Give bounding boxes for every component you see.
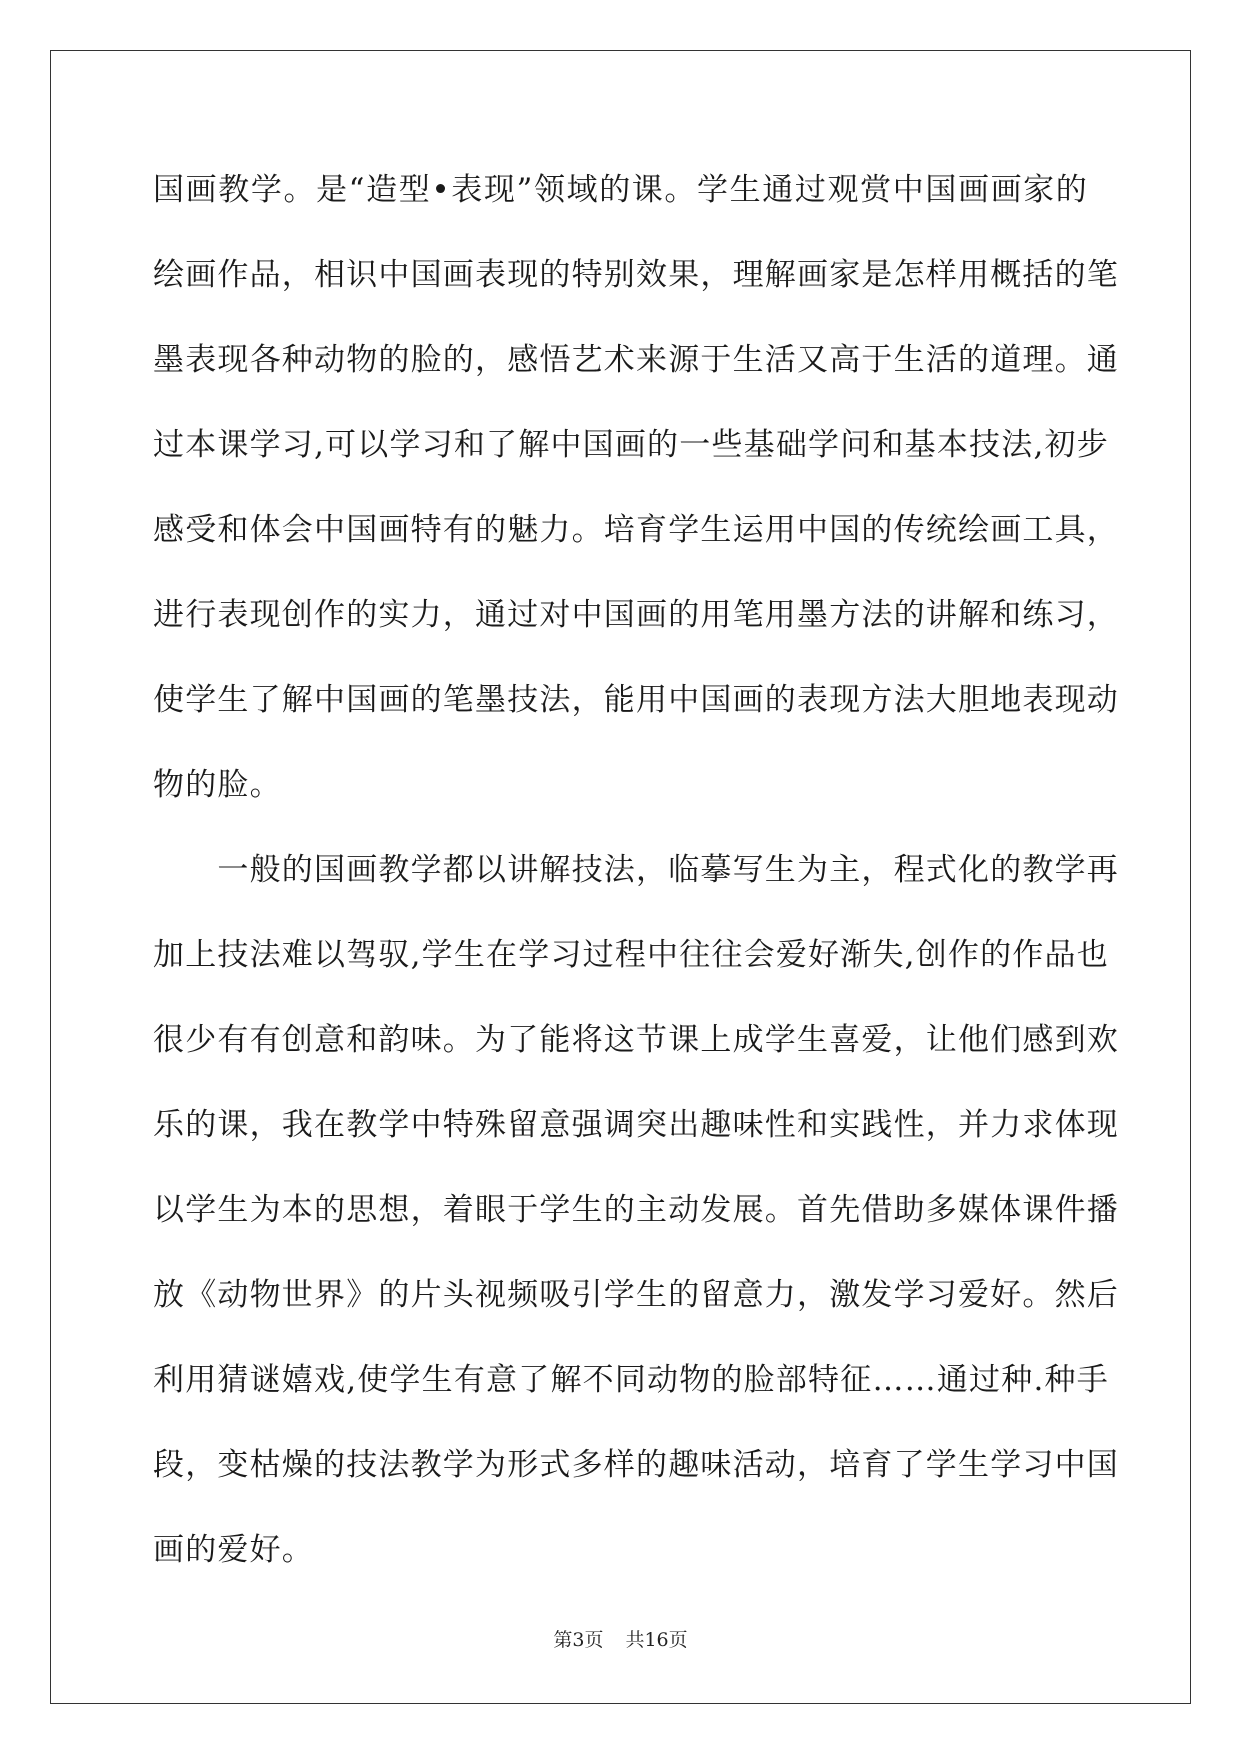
paragraph-line: 使学生了解中国画的笔墨技法，能用中国画的表现方法大胆地表现动: [153, 682, 1119, 718]
paragraph-line: 绘画作品，相识中国画表现的特别效果，理解画家是怎样用概括的笔: [153, 257, 1119, 293]
paragraph-line: 画的爱好。: [153, 1532, 314, 1568]
paragraph-line: 墨表现各种动物的脸的，感悟艺术来源于生活又高于生活的道理。通: [153, 342, 1119, 378]
document-body: [153, 158, 1119, 1603]
paragraph-line: 一般的国画教学都以讲解技法，临摹写生为主，程式化的教学再: [153, 852, 1119, 888]
paragraph-line: 以学生为本的思想，着眼于学生的主动发展。首先借助多媒体课件播: [153, 1192, 1119, 1228]
page-number: 第3页: [553, 1629, 604, 1651]
paragraph-line: 放《动物世界》的片头视频吸引学生的留意力，激发学习爱好。然后: [153, 1277, 1119, 1313]
paragraph-line: 过本课学习,可以学习和了解中国画的一些基础学问和基本技法,初步: [153, 427, 1109, 463]
paragraph-line: 乐的课，我在教学中特殊留意强调突出趣味性和实践性，并力求体现: [153, 1107, 1119, 1143]
paragraph-line: 加上技法难以驾驭,学生在学习过程中往往会爱好渐失,创作的作品也: [153, 937, 1109, 973]
page-footer: [0, 1628, 1241, 1652]
paragraph-line: 物的脸。: [153, 767, 282, 803]
paragraph-line: 国画教学。是“造型•表现”领域的课。学生通过观赏中国画画家的: [153, 172, 1088, 208]
page-total: 共16页: [625, 1629, 688, 1651]
paragraph-line: 进行表现创作的实力，通过对中国画的用笔用墨方法的讲解和练习，: [153, 597, 1119, 633]
paragraph-line: 利用猜谜嬉戏,使学生有意了解不同动物的脸部特征……通过种.种手: [153, 1362, 1109, 1398]
paragraph-line: 感受和体会中国画特有的魅力。培育学生运用中国的传统绘画工具，: [153, 512, 1119, 548]
paragraph-line: 很少有有创意和韵味。为了能将这节课上成学生喜爱，让他们感到欢: [153, 1022, 1119, 1058]
paragraph-line: 段，变枯燥的技法教学为形式多样的趣味活动，培育了学生学习中国: [153, 1447, 1119, 1483]
